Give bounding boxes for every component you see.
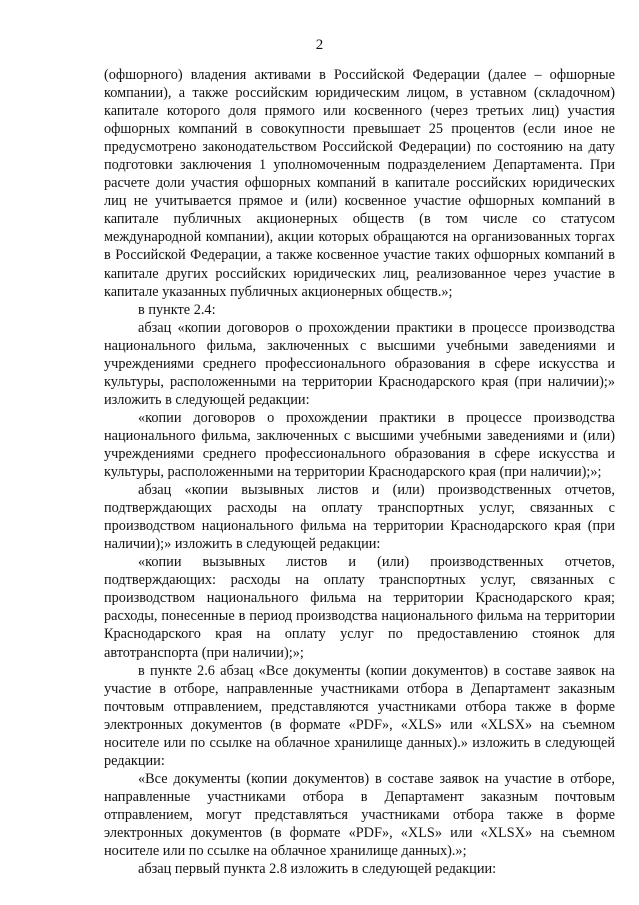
paragraph-call-sheets-old: абзац «копии вызывных листов и (или) производственных отчетов, подтверждающих расходы на оплату транспортных услуг, связанных с производством национального фильма на территории Краснодарского края (при наличии);» изложить в следующей редакции: [104, 482, 615, 553]
paragraph-item-2-6-old: в пункте 2.6 абзац «Все документы (копии документов) в составе заявок на участие в отборе, направленные участниками отбора в Департамент заказным почтовым отправлением, представляются участниками отбора также в форме электронных документов (в формате «PDF», «XLS» или «XLSX» на съемном носителе или по ссылке на облачное хранилище данных).» изложить в следующей редакции: [104, 662, 615, 769]
page-number: 2 [315, 37, 324, 53]
document-body [104, 66, 615, 878]
paragraph-offshore-continuation: (офшорного) владения активами в Российской Федерации (далее – офшорные компании), а также российским юридическим лицом, в уставном (складочном) капитале которого доля прямого или косвенного (через третьих лиц) участия офшорных компаний в совокупности превышает 25 процентов (если иное не предусмотрено законодательством Российской Федерации) по состоянию на дату подготовки заключения 1 уполномоченным подразделением Департамента. При расчете доли участия офшорных компаний в капитале российских юридических лиц не учитывается прямое и (или) косвенное участие офшорных компаний в капитале публичных акционерных обществ (в том числе со статусом международной компании), акции которых обращаются на организованных торгах в Российской Федерации, а также косвенное участие таких офшорных компаний в капитале других российских юридических лиц, реализованное через участие в капитале указанных публичных акционерных обществ.»; [104, 67, 615, 300]
paragraph-practice-contracts-new: «копии договоров о прохождении практики в процессе производства национального фильма, заключенных с высшими учебными заведениями и (или) учреждениями среднего профессионального образования в сфере искусства и культуры, расположенными на территории Краснодарского края (при наличии);»; [104, 409, 615, 481]
paragraph-call-sheets-new: «копии вызывных листов и (или) производственных отчетов, подтверждающих: расходы на оплату транспортных услуг, связанных с производством национального фильма на территории Краснодарского края; расходы, понесенные в период производства национального фильма на территории Краснодарского края на оплату услуг по предоставлению стоянок для автотранспорта (при наличии);»; [104, 554, 615, 661]
paragraph-practice-contracts-old: абзац «копии договоров о прохождении практики в процессе производства национального фильма, заключенных с высшими учебными заведениями и учреждениями среднего профессионального образования в сфере искусства и культуры, расположенными на территории Краснодарского края (при наличии);» изложить в следующей редакции: [104, 319, 615, 408]
paragraph-item-2-4-intro: в пункте 2.4: [138, 301, 216, 318]
paragraph-item-2-6-new: «Все документы (копии документов) в составе заявок на участие в отборе, направленные участниками отбора в Департамент заказным почтовым отправлением, могут представляться участниками отбора также в форме электронных документов (в формате «PDF», «XLS» или «XLSX» на съемном носителе или по ссылке на облачное хранилище данных).»; [104, 770, 615, 860]
paragraph-item-2-8-intro: абзац первый пункта 2.8 изложить в следующей редакции: [138, 861, 497, 878]
